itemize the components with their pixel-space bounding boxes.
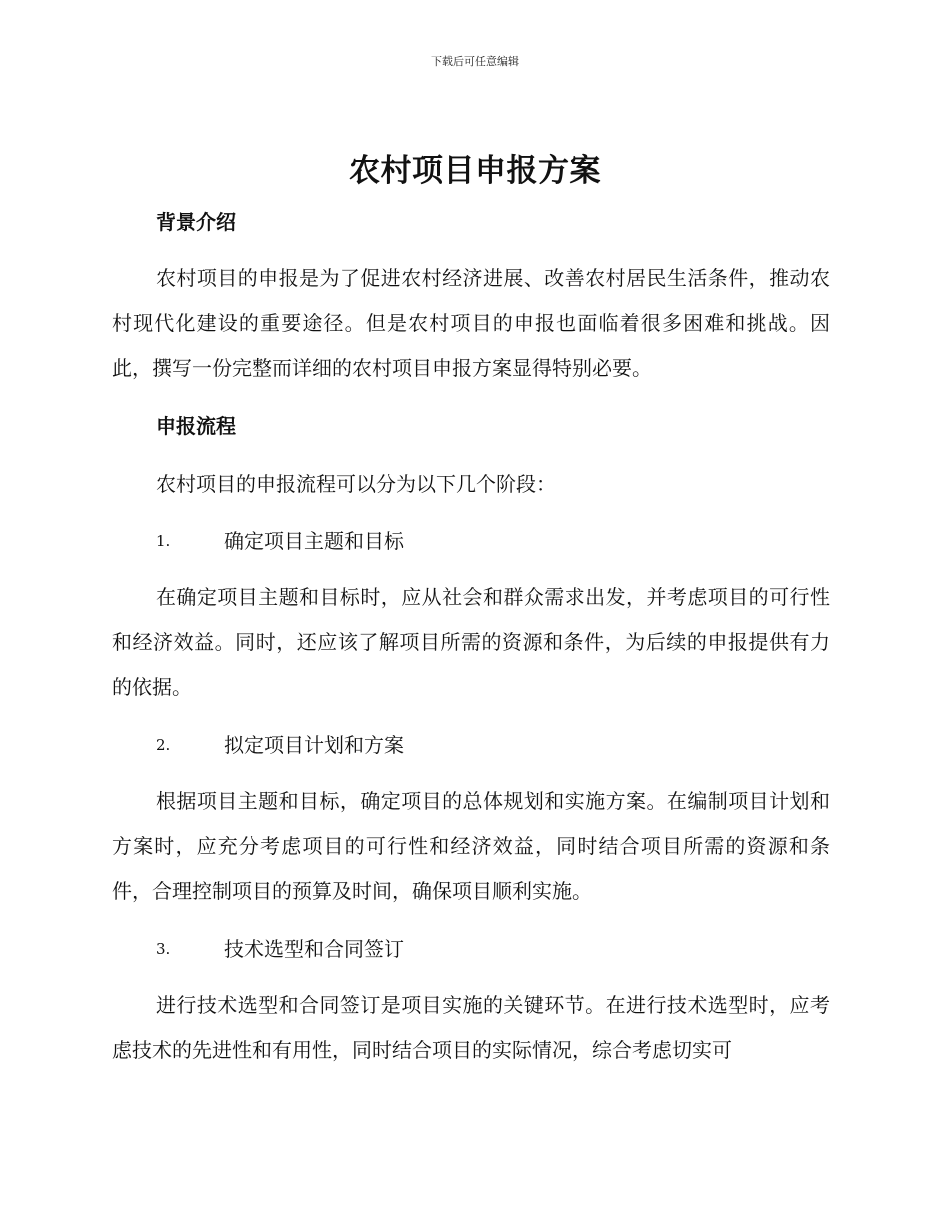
- step-2-title: 拟定项目计划和方案: [224, 733, 404, 757]
- step-3-title: 技术选型和合同签订: [224, 937, 404, 961]
- step-1-number: 1.: [156, 532, 171, 550]
- document-title: 农村项目申报方案: [349, 153, 601, 189]
- step-3-paragraph: 进行技术选型和合同签订是项目实施的关键环节。在进行技术选型时，应考虑技术的先进性和有用性，同时结合项目的实际情况，综合考虑切实可: [112, 993, 830, 1062]
- background-paragraph: 农村项目的申报是为了促进农村经济进展、改善农村居民生活条件，推动农村现代化建设的重要途径。但是农村项目的申报也面临着很多困难和挑战。因此，撰写一份完整而详细的农村项目申报方案显得特别必要。: [112, 266, 830, 380]
- step-2-number: 2.: [156, 736, 171, 754]
- step-3-heading: [156, 935, 756, 963]
- process-intro: 农村项目的申报流程可以分为以下几个阶段：: [156, 472, 556, 496]
- step-1-title: 确定项目主题和目标: [224, 529, 404, 553]
- section-heading-process: 申报流程: [156, 414, 236, 438]
- step-2-paragraph: 根据项目主题和目标，确定项目的总体规划和实施方案。在编制项目计划和方案时，应充分考虑项目的可行性和经济效益，同时结合项目所需的资源和条件，合理控制项目的预算及时间，确保项目顺利实施。: [112, 789, 830, 903]
- step-1-paragraph: 在确定项目主题和目标时，应从社会和群众需求出发，并考虑项目的可行性和经济效益。同时，还应该了解项目所需的资源和条件，为后续的申报提供有力的依据。: [112, 585, 830, 699]
- header-note: 下载后可任意编辑: [431, 55, 519, 68]
- section-heading-background: 背景介绍: [156, 210, 236, 234]
- step-1-heading: [156, 527, 756, 555]
- step-3-number: 3.: [156, 940, 171, 958]
- step-2-heading: [156, 731, 756, 759]
